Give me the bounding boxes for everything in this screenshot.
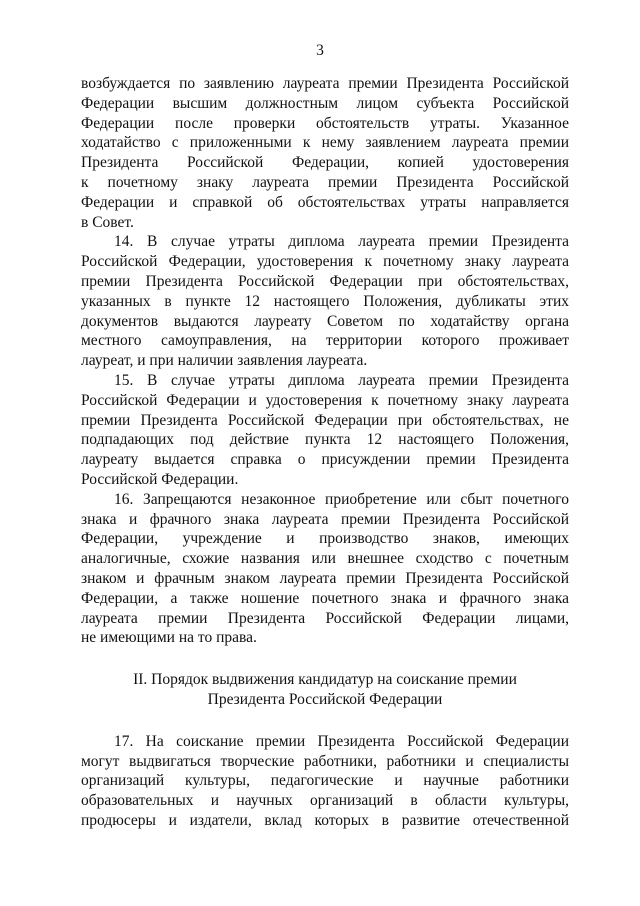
text-line: Федерации, учреждение и производство знаков, имеющих bbox=[81, 530, 569, 548]
paragraph-continuation bbox=[81, 74, 569, 232]
text-line: Федерации после проверки обстоятельств утраты. Указанное bbox=[81, 114, 569, 132]
text-line: подпадающих под действие пункта 12 настоящего Положения, bbox=[81, 431, 569, 449]
text-line: 17. На соискание премии Президента Российской Федерации bbox=[114, 732, 569, 750]
text-line: 16. Запрещаются незаконное приобретение или сбыт почетного bbox=[114, 490, 569, 508]
text-line: документов выдаются лауреату Советом по ходатайству органа bbox=[81, 312, 569, 330]
text-line: местного самоуправления, на территории которого проживает bbox=[81, 332, 569, 350]
text-line: образовательных и научных организаций в области культуры, bbox=[81, 792, 569, 810]
text-line: премии Президента Российской Федерации при обстоятельствах, не bbox=[81, 411, 569, 429]
text-line: возбуждается по заявлению лауреата премии Президента Российской bbox=[81, 75, 569, 92]
text-line: ходатайство с приложенными к нему заявлением лауреата премии bbox=[81, 134, 569, 152]
text-line: Президента Российской Федерации, копией удостоверения bbox=[81, 154, 569, 172]
text-line: могут выдвигаться творческие работники, работники и специалисты bbox=[81, 752, 569, 770]
text-line: к почетному знаку лауреата премии Президента Российской bbox=[81, 173, 569, 191]
paragraph-item-15 bbox=[81, 371, 569, 490]
text-line: Российской Федерации. bbox=[81, 470, 239, 488]
section-heading-line: II. Порядок выдвижения кандидатур на соискание премии bbox=[133, 671, 517, 689]
text-line: Российской Федерации, удостоверения к почетному знаку лауреата bbox=[81, 253, 569, 271]
section-heading-line: Президента Российской Федерации bbox=[207, 690, 443, 708]
text-line: знака и фрачного знака лауреата премии Президента Российской bbox=[81, 510, 569, 528]
text-line: Федерации и справкой об обстоятельствах утраты направляется bbox=[81, 193, 569, 211]
text-line: 15. В случае утраты диплома лауреата премии Президента bbox=[114, 371, 569, 389]
text-line: Федерации высшим должностным лицом субъекта Российской bbox=[81, 94, 569, 112]
paragraph-item-16 bbox=[81, 490, 569, 648]
text-line: Российской Федерации и удостоверения к почетному знаку лауреата bbox=[81, 391, 569, 409]
text-line: не имеющими на то права. bbox=[81, 629, 257, 647]
section-heading bbox=[81, 670, 569, 710]
text-line: премии Президента Российской Федерации при обстоятельствах, bbox=[81, 272, 569, 290]
text-line: продюсеры и издатели, вклад которых в развитие отечественной bbox=[81, 811, 569, 829]
text-line: указанных в пункте 12 настоящего Положения, дубликаты этих bbox=[81, 292, 569, 310]
text-line: 14. В случае утраты диплома лауреата премии Президента bbox=[114, 233, 569, 251]
text-line: лауреата премии Президента Российской Федерации лицами, bbox=[81, 609, 569, 627]
text-line: организаций культуры, педагогические и научные работники bbox=[81, 772, 569, 790]
text-line: Федерации, а также ношение почетного знака и фрачного знака bbox=[81, 589, 569, 607]
text-line: лауреат, и при наличии заявления лауреата. bbox=[81, 352, 368, 370]
text-line: знаком и фрачным знаком лауреата премии Президента Российской bbox=[81, 569, 569, 587]
document-body bbox=[81, 74, 569, 831]
page-number: 3 bbox=[316, 42, 324, 59]
spacer bbox=[81, 648, 569, 670]
text-line: в Совет. bbox=[81, 213, 134, 231]
spacer bbox=[81, 710, 569, 732]
paragraph-item-14 bbox=[81, 232, 569, 371]
paragraph-item-17 bbox=[81, 732, 569, 831]
text-line: аналогичные, схожие названия или внешнее сходство с почетным bbox=[81, 550, 569, 568]
text-line: лауреату выдается справка о присуждении премии Президента bbox=[81, 451, 569, 469]
